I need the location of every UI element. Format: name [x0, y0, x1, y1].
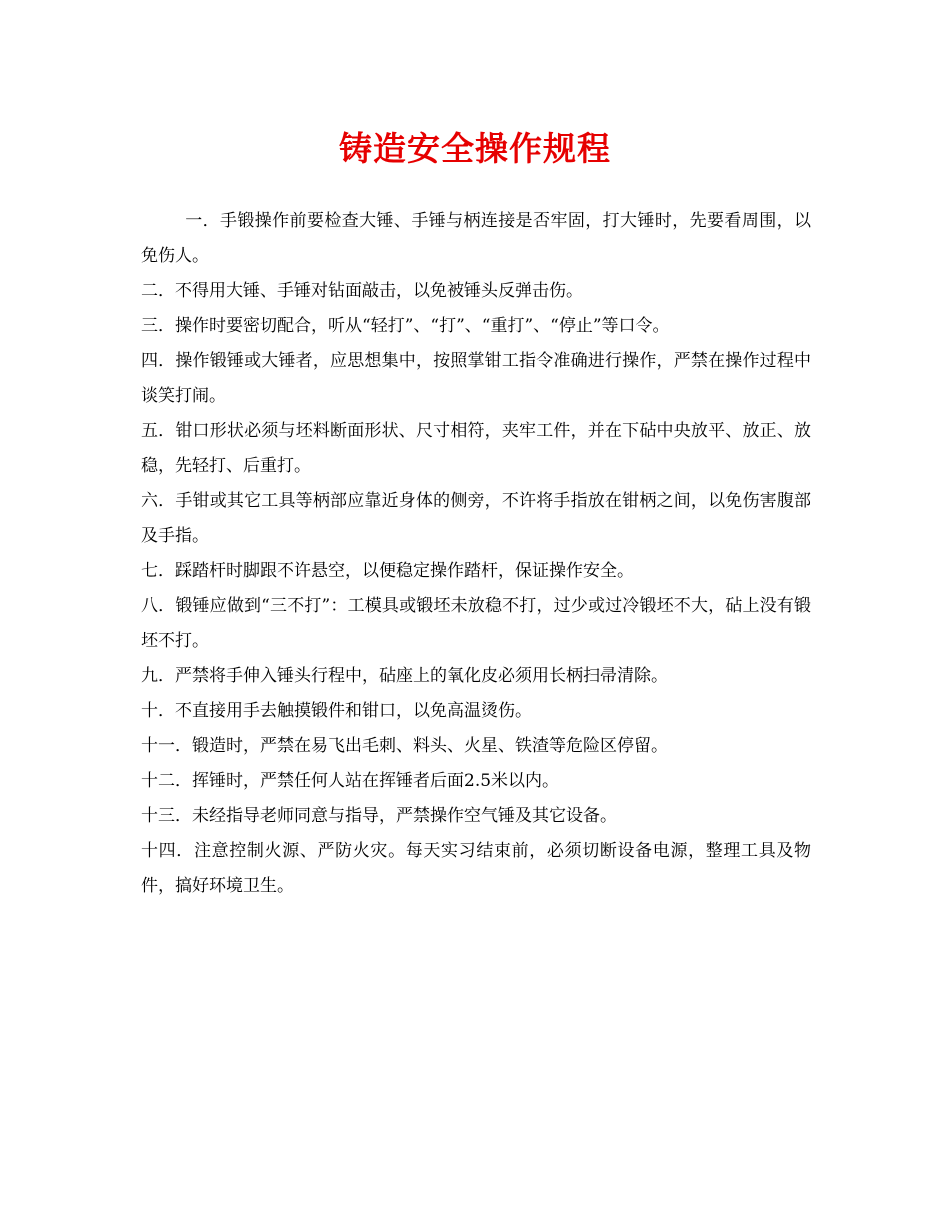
rules-list [141, 204, 811, 904]
rule-item-9: 九．严禁将手伸入锤头行程中，砧座上的氧化皮必须用长柄扫帚清除。 [141, 666, 668, 686]
document-title: 铸造安全操作规程 [339, 129, 611, 168]
rule-item-7: 七．踩踏杆时脚跟不许悬空，以便稳定操作踏杆，保证操作安全。 [141, 561, 634, 581]
rule-item-12: 十二．挥锤时，严禁任何人站在挥锤者后面2.5米以内。 [141, 771, 560, 791]
rule-item-10: 十．不直接用手去触摸锻件和钳口，以免高温烫伤。 [141, 701, 532, 721]
rule-item-13: 十三．未经指导老师同意与指导，严禁操作空气锤及其它设备。 [141, 806, 617, 826]
rule-item-11: 十一．锻造时，严禁在易飞出毛刺、料头、火星、铁渣等危险区停留。 [141, 736, 668, 756]
rule-item-6: 六．手钳或其它工具等柄部应靠近身体的侧旁，不许将手指放在钳柄之间，以免伤害腹部及手指。 [141, 491, 811, 546]
rule-item-14: 十四．注意控制火源、严防火灾。每天实习结束前，必须切断设备电源，整理工具及物件，搞好环境卫生。 [141, 841, 811, 896]
rule-item-3: 三．操作时要密切配合，听从“轻打”、“打”、“重打”、“停止”等口令。 [141, 316, 670, 336]
rule-item-1: 一．手锻操作前要检查大锤、手锤与柄连接是否牢固，打大锤时，先要看周围，以免伤人。 [141, 211, 811, 266]
rule-item-2: 二．不得用大锤、手锤对钻面敲击，以免被锤头反弹击伤。 [141, 281, 583, 301]
rule-item-8: 八．锻锤应做到“三不打”：工模具或锻坯未放稳不打，过少或过冷锻坯不大，砧上没有锻坯不打。 [141, 596, 811, 651]
rule-item-4: 四．操作锻锤或大锤者，应思想集中，按照掌钳工指令准确进行操作，严禁在操作过程中谈笑打闹。 [141, 351, 811, 406]
rule-item-5: 五．钳口形状必须与坯料断面形状、尺寸相符，夹牢工件，并在下砧中央放平、放正、放稳，先轻打、后重打。 [141, 421, 811, 476]
